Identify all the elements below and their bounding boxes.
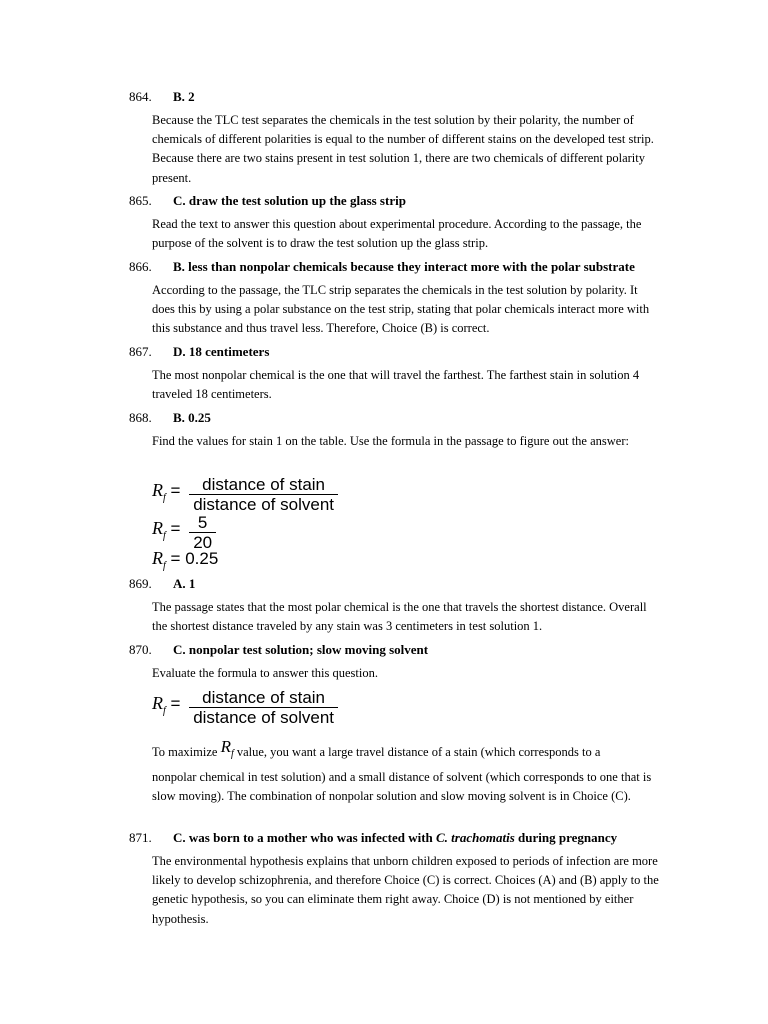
question-number: 870. (129, 642, 152, 657)
answer-choice: B. less than nonpolar chemicals because they interact more with the polar substrate (173, 259, 635, 274)
explanation-870-maximize (152, 737, 662, 768)
question-871-header (129, 829, 617, 847)
rf-substitution (152, 514, 216, 551)
numerator-value: 5 (189, 514, 216, 533)
answer-choice: D. 18 centimeters (173, 344, 270, 359)
equals-sign: = (170, 549, 181, 568)
answer-choice: B. 0.25 (173, 410, 211, 425)
answer-choice: C. nonpolar test solution; slow moving solvent (173, 642, 429, 657)
answer-choice: B. 2 (173, 89, 195, 104)
question-number: 865. (129, 193, 152, 208)
question-number: 864. (129, 89, 152, 104)
numerator: distance of stain (189, 476, 338, 495)
question-867-header (129, 343, 269, 361)
explanation-870: Evaluate the formula to answer this question. (152, 666, 378, 680)
explanation-871: The environmental hypothesis explains that unborn children exposed to periods of infection are more likely to develop schizophrenia, and therefore Choice (C) is correct. Choices (A) and (B) apply to the genetic hypothesis, so you can eliminate them right away. Choice (D) is not mentioned by either hypothesis. (152, 854, 659, 926)
maximize-text-post: value, you want a large travel distance of a stain (which corresponds to a (236, 745, 601, 759)
explanation-867: The most nonpolar chemical is the one that will travel the farthest. The farthest stain in solution 4 traveled 18 centimeters. (152, 368, 640, 402)
equals-sign: = (170, 694, 181, 714)
rf-subscript: f (163, 492, 166, 504)
explanation-869: The passage states that the most polar chemical is the one that travels the shortest distance. Overall the shortest distance traveled by any stain was 3 centimeters in test solution 1. (152, 600, 647, 634)
question-870-header (129, 641, 428, 659)
denominator: distance of solvent (193, 708, 334, 727)
question-869-header (129, 575, 195, 593)
question-number: 868. (129, 410, 152, 425)
question-number: 869. (129, 576, 152, 591)
question-864-header (129, 88, 195, 106)
answer-choice: C. was born to a mother who was infected with C. trachomatis during pregnancy (173, 830, 618, 845)
question-866-header (129, 258, 635, 276)
question-number: 867. (129, 344, 152, 359)
answer-choice: C. draw the test solution up the glass strip (173, 193, 406, 208)
explanation-868: Find the values for stain 1 on the table. Use the formula in the passage to figure out the answer: (152, 434, 629, 448)
rf-subscript: f (163, 705, 166, 717)
explanation-864: Because the TLC test separates the chemicals in the test solution by their polarity, the number of chemicals of different polarities is equal to the number of different stains on the developed test strip. Because there are two stains present in test solution 1, there are two chemicals of different polarity present. (152, 113, 654, 185)
equals-sign: = (170, 481, 181, 501)
question-868-header (129, 409, 211, 427)
question-865-header (129, 192, 406, 210)
question-number: 871. (129, 830, 152, 845)
equals-sign: = (170, 519, 181, 539)
rf-formula-870 (152, 689, 338, 726)
denominator: distance of solvent (193, 495, 334, 514)
maximize-text-pre: To maximize (152, 745, 218, 759)
rf-symbol: R (152, 548, 163, 568)
numerator: distance of stain (189, 689, 338, 708)
denominator-value: 20 (193, 533, 213, 552)
inline-rf: $R_f$ (220, 737, 234, 760)
explanation-866: According to the passage, the TLC strip separates the chemicals in the test solution by polarity. It does this by using a polar substance on the test strip, stating that polar chemicals interact more with this substance and thus travel less. Therefore, Choice (B) is correct. (152, 283, 650, 336)
rf-symbol: R (152, 518, 163, 539)
explanation-870-rest: nonpolar chemical in test solution) and a small distance of solvent (which corresponds to one that is slow moving). The combination of nonpolar solution and slow moving solvent is in Choice (C). (152, 770, 652, 804)
rf-subscript: f (163, 560, 166, 572)
result-value: 0.25 (185, 549, 219, 568)
answer-choice: A. 1 (173, 576, 196, 591)
rf-symbol: R (152, 480, 163, 501)
question-number: 866. (129, 259, 152, 274)
explanation-865: Read the text to answer this question about experimental procedure. According to the passage, the purpose of the solvent is to draw the test solution up the glass strip. (152, 217, 642, 251)
rf-symbol: R (152, 693, 163, 714)
rf-result (152, 550, 218, 574)
organism-name: C. trachomatis (436, 830, 515, 845)
rf-formula (152, 476, 338, 513)
rf-subscript: f (163, 530, 166, 542)
